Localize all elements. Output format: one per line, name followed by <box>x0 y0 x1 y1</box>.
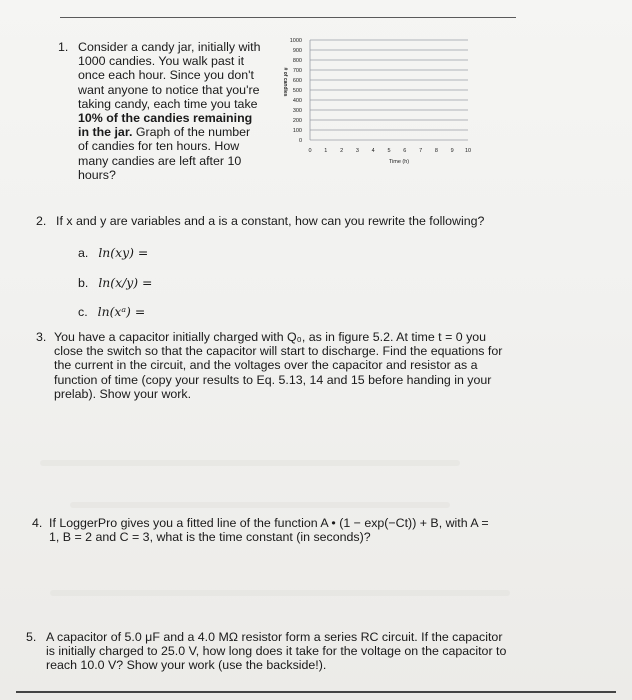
question-bold-line: 10% of the candies remaining <box>78 111 253 126</box>
question-number: 3. <box>36 330 47 344</box>
sub-item-c <box>78 304 145 319</box>
sub-item-label: c. <box>78 305 88 319</box>
question-line: want anyone to notice that you're <box>78 82 260 97</box>
x-axis-label: Time (h) <box>388 159 410 165</box>
sub-item-expr: ln(xy) = <box>98 245 149 260</box>
question-line: function of time (copy your results to Eq. 5.13, 14 and 15 before handing in your <box>54 372 492 387</box>
x-tick-label: 4 <box>371 148 375 154</box>
y-tick-label: 800 <box>292 58 302 64</box>
sub-item-a <box>78 245 148 260</box>
sub-item-expr: ln(x/y) = <box>98 275 153 290</box>
question-line: You have a capacitor initially charged with Q₀, as in figure 5.2. At time t = 0 you <box>54 330 487 344</box>
x-tick-label: 1 <box>324 148 328 154</box>
x-tick-label: 7 <box>419 148 423 154</box>
question-line: the current in the circuit, and the voltages over the capacitor and resistor as a <box>54 358 478 373</box>
question-line: many candies are left after 10 <box>78 153 242 168</box>
x-tick-label: 5 <box>387 148 391 154</box>
y-tick-label: 1000 <box>289 38 302 44</box>
question-line: Graph of the number <box>132 125 251 140</box>
question-line: 1000 candies. You walk past it <box>78 54 245 69</box>
question-line: 1, B = 2 and C = 3, what is the time constant (in seconds)? <box>49 530 371 545</box>
sub-item-b <box>78 275 152 290</box>
y-tick-label: 600 <box>292 78 302 84</box>
y-tick-label: 0 <box>298 138 302 144</box>
y-tick-label: 400 <box>292 98 302 104</box>
x-tick-label: 10 <box>464 148 472 154</box>
question-line: taking candy, each time you take <box>78 96 258 111</box>
question-line: reach 10.0 V? Show your work (use the backside!). <box>46 658 327 673</box>
question-line: If x and y are variables and a is a constant, how can you rewrite the following? <box>56 214 485 228</box>
candy-graph-svg <box>272 30 502 170</box>
y-tick-label: 500 <box>292 88 302 94</box>
sub-item-label: b. <box>78 276 89 290</box>
question-line: Consider a candy jar, initially with <box>78 40 261 54</box>
y-tick-label: 300 <box>292 108 302 114</box>
question-line: of candies for ten hours. How <box>78 139 240 154</box>
question-line: If LoggerPro gives you a fitted line of the function A • (1 − exp(−Ct)) + B, with A = <box>49 516 489 530</box>
question-number: 5. <box>26 630 37 644</box>
question-number: 2. <box>36 214 47 228</box>
sub-item-expr: ln(xᵃ) = <box>97 304 146 319</box>
question-number: 1. <box>58 40 69 54</box>
y-tick-label: 200 <box>292 118 302 124</box>
question-number: 4. <box>32 516 43 530</box>
y-axis-label: # of candies <box>282 67 288 97</box>
question-line: once each hour. Since you don't <box>78 68 254 83</box>
top-rule <box>60 17 516 18</box>
y-tick-label: 100 <box>292 128 302 134</box>
question-bold-line: in the jar. <box>78 125 133 140</box>
question-line: is initially charged to 25.0 V, how long does it take for the voltage on the capacitor to <box>46 644 507 659</box>
y-tick-label: 900 <box>292 48 302 54</box>
x-tick-label: 3 <box>355 148 359 154</box>
sub-item-label: a. <box>78 246 89 260</box>
candy-graph <box>272 30 502 170</box>
bottom-rule <box>16 691 616 693</box>
x-tick-label: 2 <box>340 148 344 154</box>
x-tick-label: 0 <box>308 148 312 154</box>
question-line: hours? <box>78 167 116 182</box>
question-line: A capacitor of 5.0 μF and a 4.0 MΩ resistor form a series RC circuit. If the capacitor <box>46 630 503 644</box>
x-tick-label: 8 <box>434 148 438 154</box>
question-line: close the switch so that the capacitor will start to discharge. Find the equations for <box>54 344 503 359</box>
x-tick-label: 6 <box>403 148 407 154</box>
y-tick-label: 700 <box>292 68 302 74</box>
question-line: prelab). Show your work. <box>54 386 192 401</box>
x-tick-label: 9 <box>450 148 454 154</box>
